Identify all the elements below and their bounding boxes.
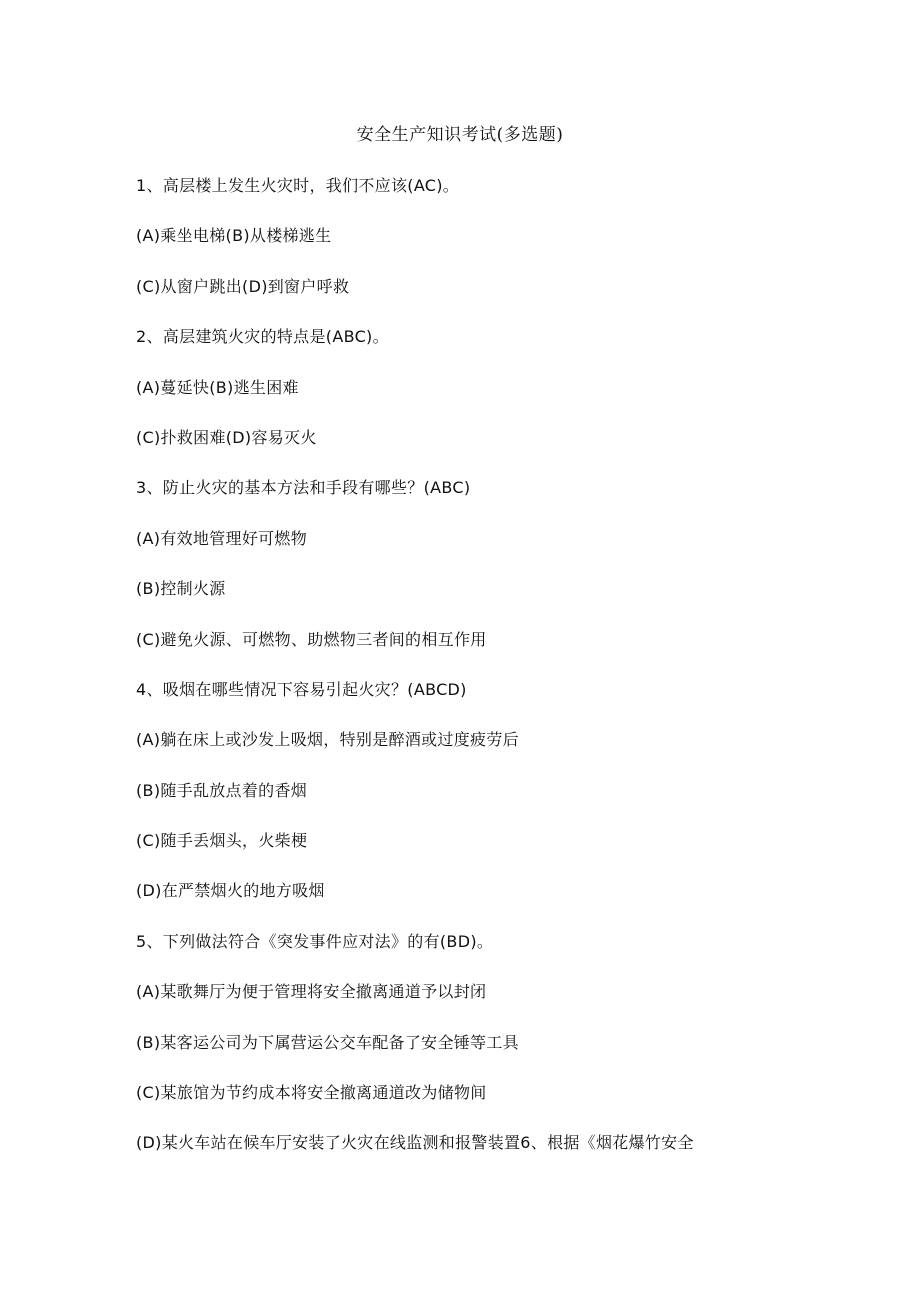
question-2-option-line: (A)蔓延快(B)逃生困难 [136,377,299,397]
question-5-option-b: (B)某客运公司为下属营运公交车配备了安全锤等工具 [136,1032,519,1052]
question-4-option-c: (C)随手丢烟头，火柴梗 [136,831,308,851]
question-1-option-line: (C)从窗户跳出(D)到窗户呼救 [136,276,350,296]
question-5-option-d: (D)某火车站在候车厅安装了火灾在线监测和报警装置6、根据《烟花爆竹安全 [136,1133,694,1153]
question-1-option-line: (A)乘坐电梯(B)从楼梯逃生 [136,226,332,246]
document-body [136,171,836,1179]
question-4-option-a: (A)躺在床上或沙发上吸烟，特别是醉酒或过度疲劳后 [136,730,519,750]
question-5-option-c: (C)某旅馆为节约成本将安全撤离通道改为储物间 [136,1083,487,1103]
question-3-option-b: (B)控制火源 [136,579,226,599]
question-3-option-a: (A)有效地管理好可燃物 [136,528,308,548]
question-5-option-a: (A)某歌舞厅为便于管理将安全撤离通道予以封闭 [136,982,487,1002]
document-title: 安全生产知识考试(多选题) [356,125,564,145]
question-4: 4、吸烟在哪些情况下容易引起火灾？(ABCD) [136,679,467,699]
question-3: 3、防止火灾的基本方法和手段有哪些？(ABC) [136,478,471,498]
question-2-option-line: (C)扑救困难(D)容易灭火 [136,427,317,447]
question-5: 5、下列做法符合《突发事件应对法》的有(BD)。 [136,931,494,951]
question-4-option-d: (D)在严禁烟火的地方吸烟 [136,881,325,901]
question-3-option-c: (C)避免火源、可燃物、助燃物三者间的相互作用 [136,629,487,649]
question-2: 2、高层建筑火灾的特点是(ABC)。 [136,327,389,347]
question-1: 1、高层楼上发生火灾时，我们不应该(AC)。 [136,176,460,195]
question-4-option-b: (B)随手乱放点着的香烟 [136,780,308,800]
